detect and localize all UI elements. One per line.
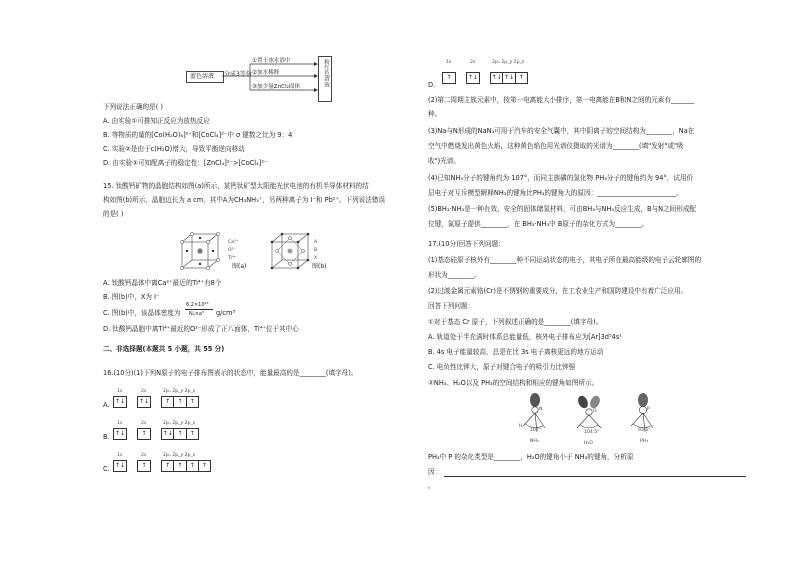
orb-cell: ↑↓	[114, 398, 126, 405]
orb-cell: ↑	[446, 74, 452, 81]
q16-part5-line2: 位键，氮原子提供________，在 BH₃·NH₃中 B原子的杂化方式为________。	[428, 220, 649, 228]
orbital-b-2p	[161, 428, 199, 440]
orbital-d-1s	[442, 72, 456, 84]
q17-tail-line2: 因：	[428, 468, 442, 476]
density-fraction-bar	[185, 309, 213, 310]
angle-ph3: 93.6°	[638, 428, 651, 433]
orb-cell: ↑↓	[114, 430, 126, 437]
orbital-d-label-1s: 1s	[446, 60, 452, 65]
orb-cell: ↑	[141, 462, 147, 469]
orbital-d-label-2s: 2s	[470, 60, 476, 65]
q17-option-b: B. 4s 电子能量较高，总是在比 3s 电子离核更远的地方运动	[428, 348, 604, 356]
fig-b-legend-a: A	[314, 240, 318, 245]
q17-part1-line2: 形状为________。	[428, 271, 481, 279]
orbital-a-label-2s: 2s	[141, 389, 147, 394]
q14-option-c: C. 实验②是由于c(H₂O)增大，导致平衡逆向移动	[103, 145, 245, 153]
mol-name-nh3: NH₃	[530, 439, 539, 444]
q15-option-b: B. 图(b)中，X为 I⁻	[103, 293, 160, 301]
q17-option-c: C. 电负性比钾大，原子对键合电子的吸引力比钾强	[428, 363, 576, 371]
orb-cell: ↑↓	[162, 430, 173, 437]
density-unit: g/cm³	[216, 309, 236, 317]
orbital-c-label-2p: 2pₓ 2p_y 2p_z	[163, 453, 196, 458]
q16-part3-line3: 收")光谱。	[428, 157, 460, 165]
orbital-d-label-2p: 2pₓ 2p_y 2p_z	[492, 60, 525, 65]
orb-cell: ↑	[162, 397, 174, 407]
q17-sub2: ②NH₃、H₂O以及 PH₃的空间结构和相应的键角如图所示。	[428, 379, 599, 387]
q16-part2-line2: 种。	[428, 110, 442, 118]
orbital-d-2s	[466, 72, 480, 84]
atom-label-h: H	[519, 424, 523, 429]
fig-a-legend-ca: Ca²⁺	[228, 240, 239, 245]
orbital-b-label-2p: 2pₓ 2p_y 2p_z	[163, 421, 196, 426]
orbital-c-2p	[161, 460, 211, 472]
orbital-a-label-1s: 1s	[117, 389, 123, 394]
atom-label-o: O	[593, 409, 597, 414]
orb-cell: ↑	[162, 461, 174, 471]
q17-tail-end: 。	[428, 482, 435, 490]
q17-part1-line1: (1)基态硅原子核外有________种不同运动状态的电子，其电子所在最高能级的电子云轮廓图的	[428, 256, 702, 264]
fig-a-legend-ti: Ti⁴⁺	[228, 256, 237, 261]
atom-label-n: N	[539, 407, 543, 412]
orb-cell: ↑↓	[491, 74, 502, 81]
flow-start-text: 蓝色溶液	[190, 73, 215, 80]
orb-cell: ↑	[174, 461, 186, 471]
angle-h2o: 104.5°	[584, 430, 600, 435]
orbital-c-1s	[113, 460, 127, 472]
orb-cell: ↑	[174, 429, 186, 439]
orb-cell: ↑	[189, 398, 195, 405]
orbital-a-label-2p: 2pₓ 2p_y 2p_z	[163, 389, 196, 394]
orb-cell: ↑↓	[467, 74, 479, 81]
orbital-c-label-1s: 1s	[117, 453, 123, 458]
flow-split-text: 分成3等份	[224, 71, 252, 78]
orb-cell: ↑	[174, 397, 186, 407]
mol-name-ph3: PH₃	[640, 439, 649, 444]
q16-part3-line1: (3)Na与N形成的NaN₃可用于汽车的安全气囊中，其中阴离子的空间结构为________，Na在	[428, 127, 695, 135]
q17-part2-line1: (2)过渡金属元素铬(Cr)是不锈钢的重要成分，在工农业生产和国防建设中有着广泛应用。	[428, 287, 688, 295]
orb-cell: ↑	[141, 430, 147, 437]
orbital-b-1s	[113, 428, 127, 440]
q14-intro: 下列说法正确的是( )	[103, 103, 163, 111]
orbital-a-2s	[137, 396, 151, 408]
flow-step-2: ②加水稀释	[252, 70, 280, 76]
angle-nh3: 107°	[530, 428, 542, 433]
orbital-d-letter: D.	[428, 81, 436, 89]
q15-line-1: 15. 钛酸钙矿物的晶胞结构如图(a)所示，某钙钛矿型太阳能光伏电池的有机半导体材料的结	[103, 182, 369, 190]
q17-heading: 17.(10分)回答下列问题：	[428, 240, 505, 248]
q17-part2-line2: 回答下列问题：	[428, 302, 475, 310]
orbital-c-2s	[137, 460, 151, 472]
orbital-b-label-2s: 2s	[141, 421, 147, 426]
q15-line-2: 构如图(b)所示，晶胞边长为 a cm，其中A为CH₃NH₃⁺，另两种离子为 I⁻和 Pb²⁺。下列说法错误	[103, 196, 386, 204]
atom-label-p: P	[647, 407, 650, 412]
orb-cell: ↑↓	[503, 74, 515, 81]
q15-line-3: 的是( )	[103, 210, 124, 218]
section-2-heading: 二、非选择题(本题共 5 小题，共 55 分)	[103, 345, 225, 353]
flow-step-3: ③加少量ZnCl₂固体	[252, 84, 301, 90]
orb-cell: ↑	[189, 430, 195, 437]
orbital-a-2p	[161, 396, 199, 408]
orbital-b-2s	[137, 428, 151, 440]
q16-text: 16.(10分)(1)下列N原子的电子排布图表示的状态中，能量最高的是________(填字母)。	[103, 369, 358, 377]
q17-sub1: ①对于基态 Cr 原子，下列叙述正确的是________(填字母)。	[428, 318, 603, 326]
orbital-d-2p	[490, 72, 528, 84]
q15-option-d: D. 钛酸钙晶胞中离Ti⁴⁺最近的O²⁻形成了正八面体，Ti⁴⁺位于其中心	[103, 325, 299, 333]
q15-option-c: C. 图(b)中，该晶体密度为	[103, 309, 181, 317]
fig-b-label: 图(b)	[312, 263, 327, 270]
mol-name-h2o: H₂O	[584, 441, 593, 446]
orbital-a-1s	[113, 396, 127, 408]
flow-end-box	[318, 56, 332, 102]
fig-a-label: 图(a)	[232, 263, 247, 270]
q16-part5-line1: (5)BH₃·NH₃是一种有效、安全的固体储氢材料，可由BH₃与NH₃反应生成，B与N之间形成配	[428, 205, 697, 213]
orb-cell: ↑	[518, 74, 524, 81]
density-denominator: Nₐ×a³	[189, 311, 204, 317]
q14-option-d: D. 由实验③可知配离子的稳定性：[ZnCl₄]²⁻>[CoCl₄]²⁻	[103, 159, 268, 167]
orbital-c-label-2s: 2s	[141, 453, 147, 458]
fig-b-legend-x: X	[314, 256, 318, 261]
orb-cell: ↑	[201, 462, 207, 469]
density-numerator: 6.2×10²³	[186, 302, 209, 308]
orbital-b-letter: B.	[103, 433, 110, 441]
flow-step-1: ①置于冰水浴中	[252, 58, 291, 64]
orb-cell: ↑↓	[114, 462, 126, 469]
flow-start-box	[186, 71, 224, 83]
fig-a-legend-o: O²⁻	[228, 248, 236, 253]
orbital-c-letter: C.	[103, 465, 110, 473]
answer-line	[444, 476, 746, 477]
q16-part4-line2: 层电子对互斥模型解释NH₃的键角比PH₃的键角大的原因：________________________。	[428, 189, 683, 197]
flow-end-text: 粉红色溶液	[323, 59, 329, 87]
q15-option-a: A. 钛酸钙晶体中离Ca²⁺最近的Ti⁴⁺有8个	[103, 279, 222, 287]
q16-part3-line2: 空气中燃烧发出黄色火焰，这种黄色焰色用光谱仪摄取的光谱为________(填"发射"或"吸	[428, 142, 684, 150]
orb-cell: ↑↓	[138, 398, 150, 405]
q14-option-a: A. 由实验①可推知正反应为放热反应	[103, 117, 210, 125]
orbital-a-letter: A.	[103, 401, 110, 409]
orbital-b-label-1s: 1s	[117, 421, 123, 426]
fig-b-legend-b: B	[314, 248, 318, 253]
q17-option-a: A. 轨道处于半充满时体系总能量低，核外电子排布应为[Ar]3d⁵4s¹	[428, 333, 622, 341]
q14-option-b: B. 等物质的量的[Co(H₂O)₆]²⁺和[CoCl₄]²⁻中 σ 键数之比为 9：4	[103, 131, 293, 139]
q17-tail-line1: PH₃中 P 的杂化类型是________，H₂O的键角小于 NH₃的键角，分析原	[428, 453, 634, 461]
q16-part2-line1: (2)第二周期主族元素中，按第一电离能大小排序，第一电离能在B和N之间的元素有_______	[428, 96, 695, 104]
q16-part4-line1: (4)已知NH₃分子的键角约为 107°，而同主族磷的氢化物 PH₃分子的键角约为 94°，试用价	[428, 174, 694, 182]
orb-cell: ↑	[187, 461, 199, 471]
